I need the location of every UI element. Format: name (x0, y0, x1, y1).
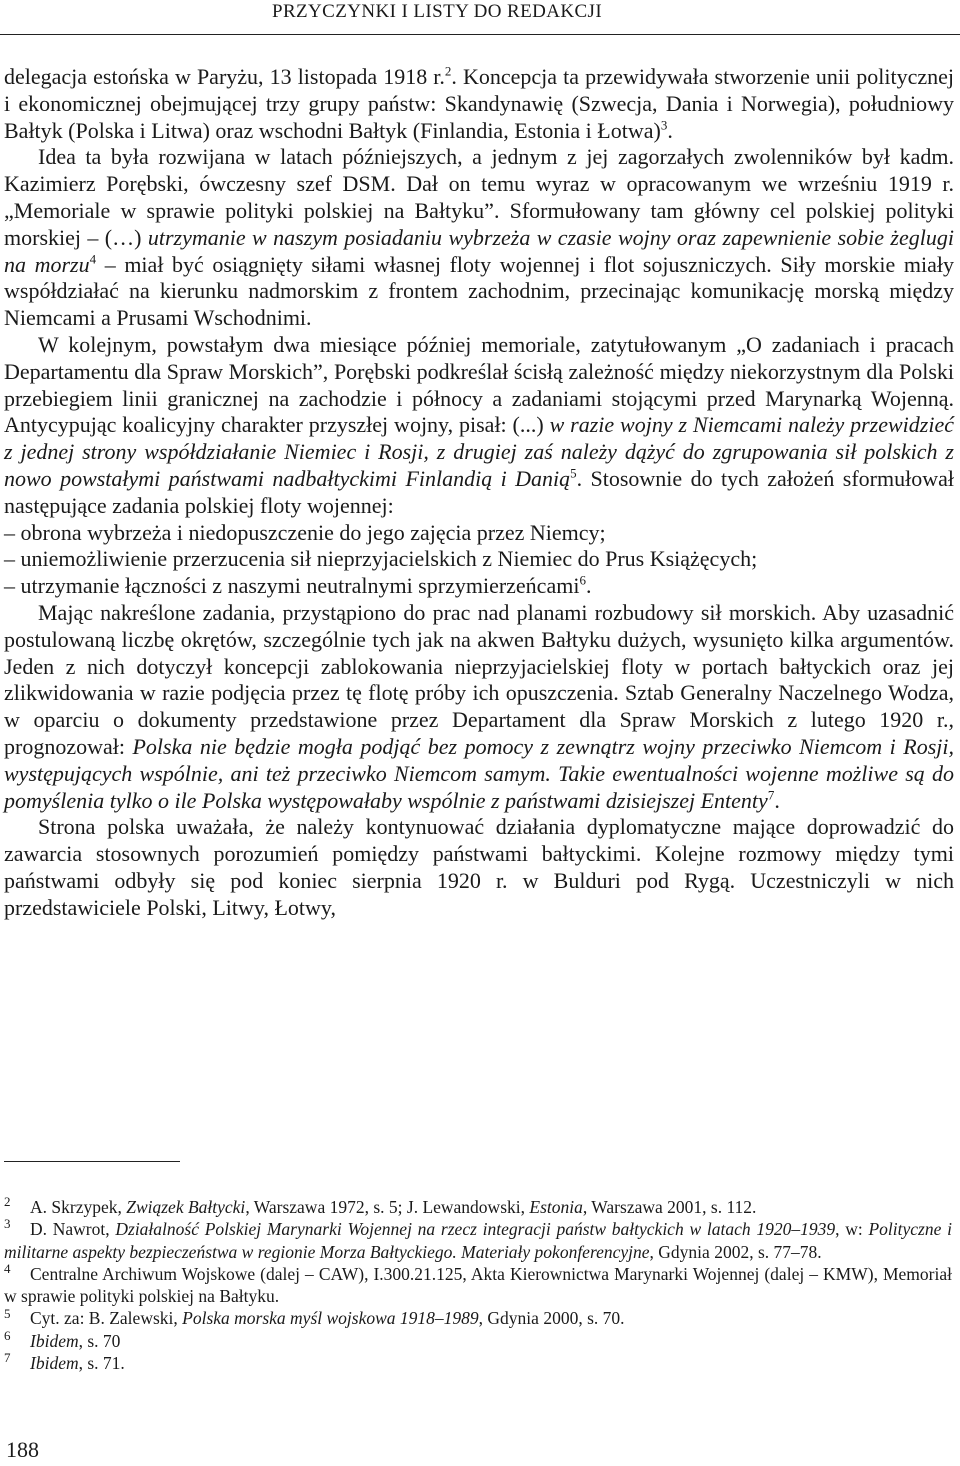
footnote-7: 7 Ibidem, s. 71. (4, 1350, 125, 1374)
footnote-3: 3 D. Nawrot, Działalność Polskiej Marynarki Wojennej na rzecz integracji państw bałtyckich w latach 1920–1939, w: Polityczne i militarne aspekty bezpieczeństwa w regionie Morza Bałtyckiego. Materiały pokonferencyjne, Gdynia 2002, s. 77–78. (4, 1216, 952, 1262)
footnote-5: 5 Cyt. za: B. Zalewski, Polska morska myśl wojskowa 1918–1989, Gdynia 2000, s. 70. (4, 1305, 625, 1329)
footnote-6: 6 Ibidem, s. 70 (4, 1327, 121, 1351)
footnote-4: 4 Centralne Archiwum Wojskowe (dalej – CAW), I.300.21.125, Akta Kierownictwa Marynarki Wojennej (dalej – KMW), Memoriał w sprawie polityki polskiej na Bałtyku. (4, 1261, 952, 1307)
header-rule (0, 34, 960, 35)
list-item: – uniemożliwienie przerzucenia sił nieprzyjacielskich z Niemiec do Prus Książęcych; (4, 546, 758, 572)
paragraph-2: Idea ta była rozwijana w latach późniejszych, a jednym z jej zagorzałych zwolenników był kadm. Kazimierz Porębski, ówczesny szef DSM. Dał on temu wyraz w opracowanym we wrześniu 1919 r. „Memoriale w sprawie polityki polskiej na Bałtyku”. Sformułowany tam główny cel polskiej polityki morskiej – (…) utrzymanie w naszym posiadaniu wybrzeża w czasie wojny oraz zapewnienie sobie żeglugi na morzu$^4$ – miał być osiągnięty siłami własnej floty wojennej i flot sojuszniczych. Siły morskie miały współdziałać na kierunku nadmorskim z frontem zachodnim, przecinając komunikację morską między Niemcami a Prusami Wschodnimi. (4, 144, 954, 331)
page-number: 188 (6, 1437, 39, 1462)
main-text (4, 64, 954, 922)
paragraph-1: delegacja estońska w Paryżu, 13 listopada 1918 r.$^2$. Koncepcja ta przewidywała stworzenie unii politycznej i ekonomicznej obejmującej trzy grupy państw: Skandynawię (Szwecja, Dania i Norwegia), południowy Bałtyk (Polska i Litwa) oraz wschodni Bałtyk (Finlandia, Estonia i Łotwa)$^3$. (4, 63, 954, 143)
list-item: – utrzymanie łączności z naszymi neutralnymi sprzymierzeńcami$^6$. (4, 572, 592, 599)
list-item: – obrona wybrzeża i niedopuszczenie do jego zajęcia przez Niemcy; (4, 519, 606, 545)
paragraph-3: W kolejnym, powstałym dwa miesiące później memoriale, zatytułowanym „O zadaniach i pracach Departamentu dla Spraw Morskich”, Porębski podkreślał ścisłą zależność między niekorzystnym dla Polski przebiegiem linii granicznej na zachodzie i północy a zadaniami stojącymi przed Marynarką Wojenną. Antycypując koalicyjny charakter przyszłej wojny, pisał: (...) w razie wojny z Niemcami należy przewidzieć z jednej strony współdziałanie Niemiec i Rosji, z drugiej zaś należy dążyć do zgrupowania sił polskich z nowo powstałymi państwami nadbałtyckimi Finlandią i Danią$^5$. Stosownie do tych założeń sformułował następujące zadania polskiej floty wojennej: (4, 331, 955, 518)
footnote-2: 2 A. Skrzypek, Związek Bałtycki, Warszawa 1972, s. 5; J. Lewandowski, Estonia, Warszawa 2001, s. 112. (4, 1194, 757, 1217)
running-header: PRZYCZYNKI I LISTY DO REDAKCJI (272, 1, 603, 22)
footnote-rule (4, 1161, 180, 1162)
paragraph-5: Strona polska uważała, że należy kontynuować działania dyplomatyczne mające doprowadzić do zawarcia stosownych porozumień pomiędzy państwami bałtyckimi. Kolejne rozmowy między tymi państwami odbyły się pod koniec sierpnia 1920 r. w Bulduri pod Rygą. Uczestniczyli w nich przedstawiciele Polski, Litwy, Łotwy, (4, 814, 954, 920)
footnotes (4, 1196, 952, 1374)
paragraph-4: Mając nakreślone zadania, przystąpiono do prac nad planami rozbudowy sił morskich. Aby uzasadnić postulowaną liczbę okrętów, szczególnie tych jak na akwen Bałtyku dużych, wysunięto kilka argumentów. Jeden z nich dotyczył koncepcji zablokowania nieprzyjacielskiej floty w portach bałtyckich oraz jej zlikwidowania w razie podjęcia przez tę flotę próby ich opuszczenia. Sztab Generalny Naczelnego Wodza, w oparciu o dokumenty przedstawione przez Departament dla Spraw Morskich z lutego 1920 r., prognozował: Polska nie będzie mogła podjąć bez pomocy z zewnątrz wojny przeciwko Niemcom i Rosji, występujących wspólnie, ani też przeciwko Niemcom samym. Takie ewentualności wojenne możliwe są do pomyślenia tylko o ile Polska występowałaby wspólnie z państwami dzisiejszej Ententy$^7$. (4, 599, 954, 813)
